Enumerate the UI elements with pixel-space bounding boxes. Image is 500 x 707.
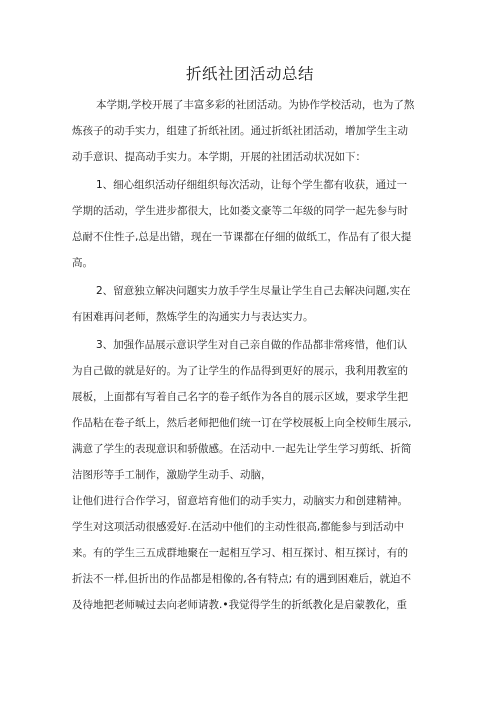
paragraph-4-line-3: 展板，上面都有写着自己名字的卷子纸作为各自的展示区域，要求学生把 (72, 391, 408, 403)
paragraph-4-line-1: 3、加强作品展示意识学生对自己亲自做的作品都非常疼惜，他们认 (96, 339, 408, 351)
paragraph-5-line-5: 及待地把老师喊过去向老师请教.•我觉得学生的折纸教化是启蒙教化，重 (72, 599, 408, 611)
paragraph-3-line-2: 有困难再问老师，熬炼学生的沟通实力与表达实力。 (72, 311, 314, 323)
paragraph-4-line-4: 作品粘在卷子纸上，然后老师把他们统一订在学校展板上向全校师生展示, (72, 417, 412, 429)
paragraph-2-line-1: 1、细心组织活动仔细组织每次活动，让每个学生都有收获，通过一 (96, 179, 408, 191)
paragraph-5-line-2: 学生对这项活动很感爱好.在活动中他们的主动性很高,都能参与到活动中 (72, 521, 405, 533)
paragraph-5-line-4: 折法不一样,但折出的作品都是相像的,各有特点; 有的遇到困难后，就迫不 (72, 573, 412, 585)
paragraph-4-line-5: 满意了学生的表现意识和骄傲感。在活动中.一起先让学生学习剪纸、折简 (72, 443, 412, 455)
paragraph-1-line-2: 炼孩子的动手实力，组建了折纸社团。通过折纸社团活动，增加学生主动 (72, 125, 408, 137)
paragraph-2-line-3: 总耐不住性子,总是出错，现在一节课都在仔细的做纸工，作品有了很大提 (72, 231, 412, 243)
paragraph-1-line-1: 本学期,学校开展了丰富多彩的社团活动。为协作学校活动，也为了熬 (96, 99, 415, 111)
page-title: 折纸社团活动总结 (185, 65, 314, 83)
paragraph-2-line-2: 学期的活动，学生进步都很大，比如娄文豪等二年级的同学一起先参与时 (72, 205, 408, 217)
paragraph-1-line-3: 动手意识、提高动手实力。本学期，开展的社团活动状况如下： (72, 151, 366, 163)
paragraph-5-line-1: 让他们进行合作学习，留意培育他们的动手实力，动脑实力和创建精神。 (72, 495, 408, 507)
paragraph-2-line-4: 高。 (72, 257, 93, 269)
paragraph-3-line-1: 2、留意独立解决问题实力放手学生尽量让学生自己去解决问题,实在 (96, 285, 411, 297)
paragraph-5-line-3: 来。有的学生三五成群地聚在一起相互学习、相互探讨、相互探讨，有的 (72, 547, 408, 559)
paragraph-4-line-2: 为自己做的就是好的。为了让学生的作品得到更好的展示，我利用教室的 (72, 365, 408, 377)
paragraph-4-line-6: 洁图形等手工制作，激励学生动手、动脑， (72, 469, 272, 481)
